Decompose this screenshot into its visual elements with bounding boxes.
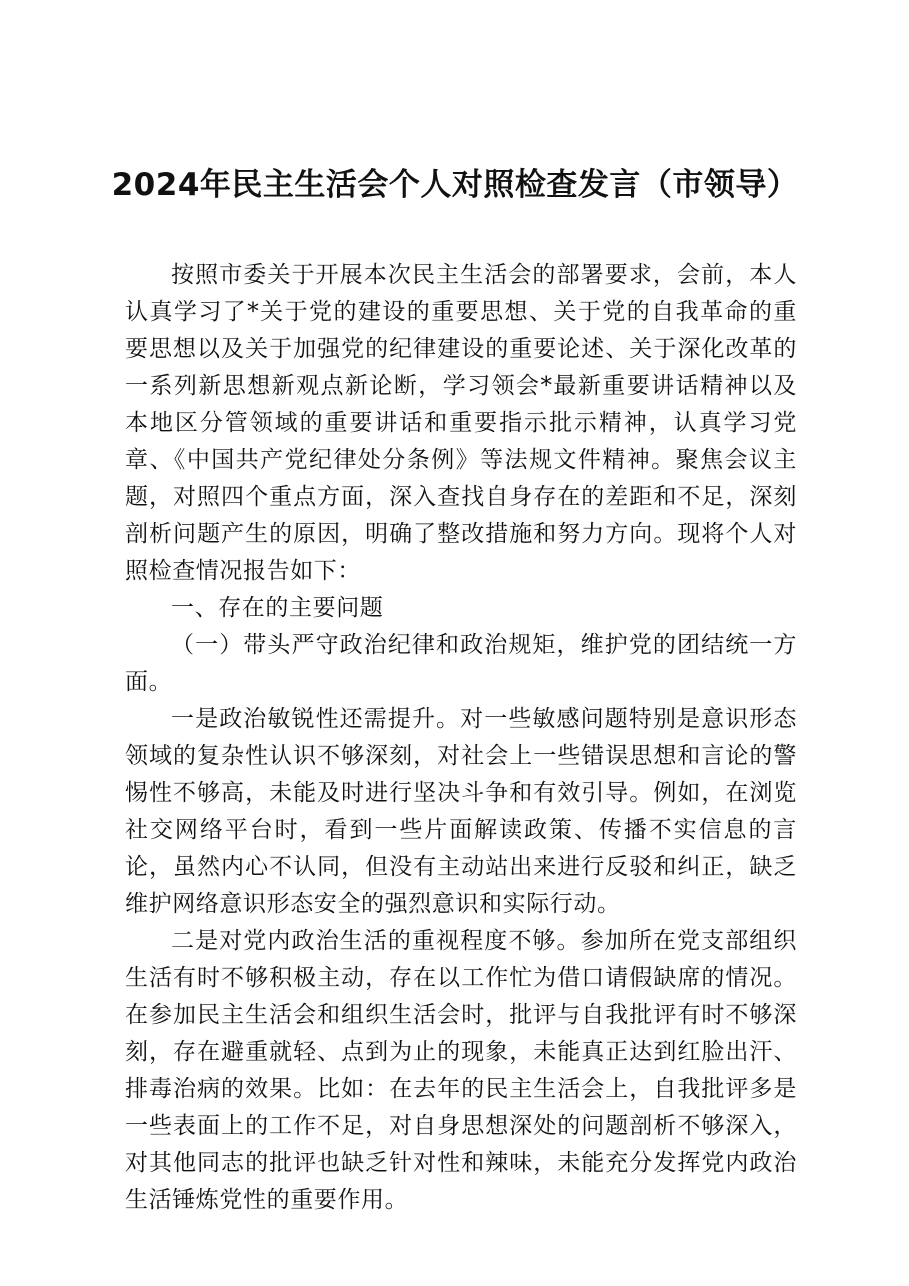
section-heading-problems: 一、存在的主要问题 [171,595,384,621]
document-title: 2024年民主生活会个人对照检查发言（市领导） [111,167,799,203]
intro-paragraph: 按照市委关于开展本次民主生活会的部署要求，会前，本人认真学习了*关于党的建设的重要思想、关于党的自我革命的重要思想以及关于加强党的纪律建设的重要论述、关于深化改革的一系列新思想新观点新论断，学习领会*最新重要讲话精神以及本地区分管领域的重要讲话和重要指示批示精神，认真学习党章、《中国共产党纪律处分条例》等法规文件精神。聚焦会议主题，对照四个重点方面，深入查找自身存在的差距和不足，深刻剖析问题产生的原因，明确了整改措施和努力方向。现将个人对照检查情况报告如下： [125,262,797,584]
document-body [125,257,797,1219]
point-paragraph-party-political-life: 二是对党内政治生活的重视程度不够。参加所在党支部组织生活有时不够积极主动，存在以工作忙为借口请假缺席的情况。在参加民主生活会和组织生活会时，批评与自我批评有时不够深刻，存在避重就轻、点到为止的现象，未能真正达到红脸出汗、排毒治病的效果。比如：在去年的民主生活会上，自我批评多是一些表面上的工作不足，对自身思想深处的问题剖析不够深入，对其他同志的批评也缺乏针对性和辣味，未能充分发挥党内政治生活锤炼党性的重要作用。 [125,928,797,1213]
point-paragraph-political-sensitivity: 一是政治敏锐性还需提升。对一些敏感问题特别是意识形态领域的复杂性认识不够深刻，对社会上一些错误思想和言论的警惕性不够高，未能及时进行坚决斗争和有效引导。例如，在浏览社交网络平台时，看到一些片面解读政策、传播不实信息的言论，虽然内心不认同，但没有主动站出来进行反驳和纠正，缺乏维护网络意识形态安全的强烈意识和实际行动。 [125,706,797,917]
subsection-heading-political-discipline: （一）带头严守政治纪律和政治规矩，维护党的团结统一方面。 [125,632,797,695]
